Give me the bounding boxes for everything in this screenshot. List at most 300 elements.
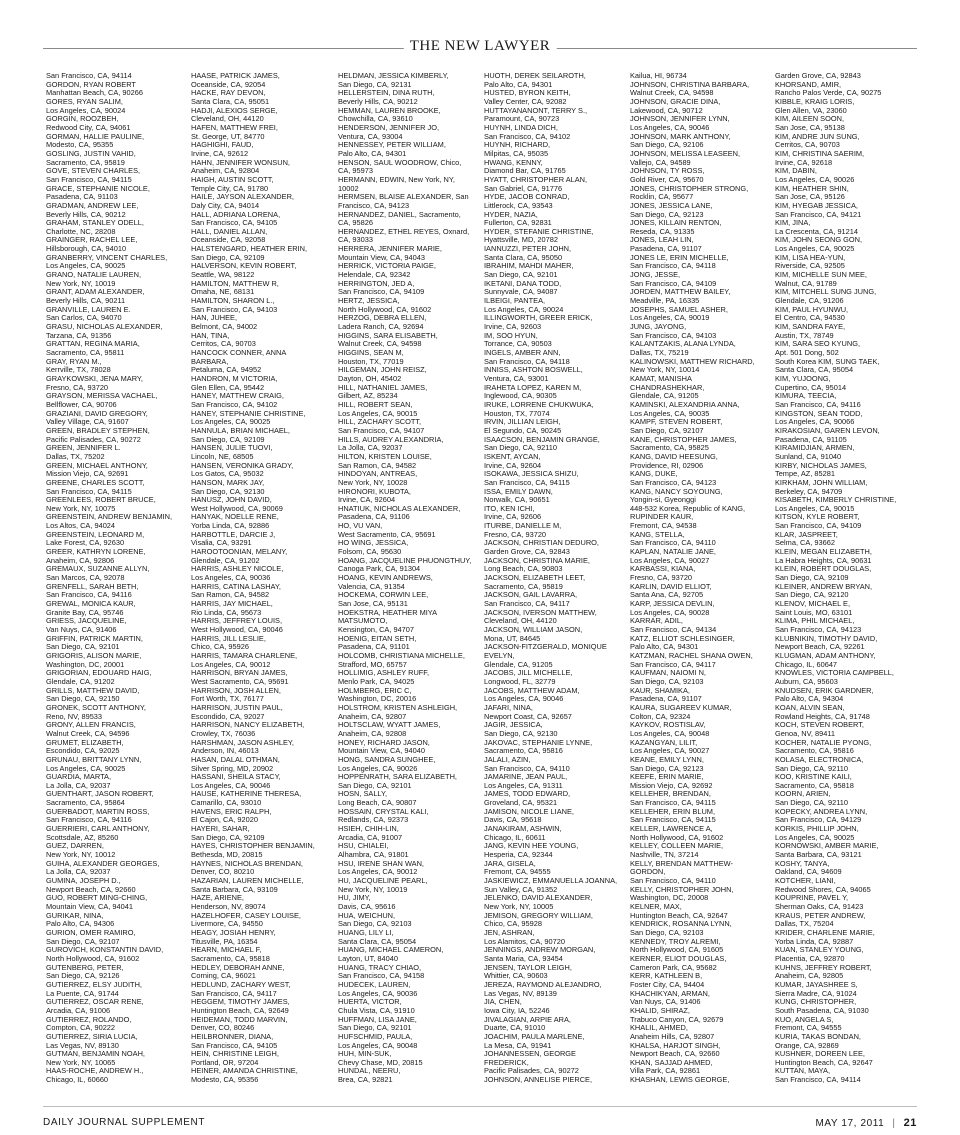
directory-line: San Diego, CA, 92106 (630, 140, 704, 150)
directory-line: Dayton, OH, 45402 (338, 373, 402, 383)
directory-line: KHALID, SHIRAZ, (630, 1005, 690, 1015)
directory-line: KANG, DUKE, (630, 469, 678, 479)
directory-line: Washington, DC, 20008 (630, 893, 709, 903)
directory-line: HOENIG, EITAN SETH, (338, 633, 417, 643)
directory-line: Sunland, CA, 91040 (775, 451, 842, 461)
directory-line: Valley Village, CA, 91607 (46, 417, 129, 427)
directory-line: HUYNH, RICHARD, (484, 140, 551, 150)
directory-line: KAMPF, STEVEN ROBERT, (630, 417, 723, 427)
directory-line: Los Angeles, CA, 90012 (191, 659, 271, 669)
directory-line: HAUSE, KATHERINE THERESA, (191, 789, 302, 799)
directory-line: JOHANNESSEN, GEORGE (484, 1049, 576, 1059)
directory-line: KOAN, ALVIN SEAN, (775, 702, 845, 712)
directory-line: HSU, IRENE SHAN WAN, (338, 858, 424, 868)
directory-line: HSIEH, CHIH-LIN, (338, 824, 399, 834)
directory-line: Santa Barbara, CA, 93109 (191, 884, 278, 894)
directory-line: HAHN, JENNIFER WONSUN, (191, 157, 290, 167)
directory-line: HYDER, NAZIA, (484, 209, 538, 219)
directory-line: Anaheim, CA, 92804 (191, 166, 260, 176)
directory-line: Los Angeles, CA, 90046 (484, 694, 564, 704)
directory-line: Sacramento, CA, 95816 (484, 746, 563, 756)
directory-line: San Francisco, CA, 94105 (191, 218, 278, 228)
directory-line: San Diego, CA, 92107 (46, 936, 120, 946)
directory-line: Dallas, TX, 75202 (46, 451, 105, 461)
directory-line: BARBARA, (191, 356, 229, 366)
directory-line: Fremont, CA, 94538 (630, 521, 697, 531)
directory-line: Canoga Park, CA, 91304 (338, 564, 421, 574)
directory-line: ISAACSON, BENJAMIN GRANGE, (484, 434, 600, 444)
directory-line: KLEIN, ROBERT DOUGLAS, (775, 564, 872, 574)
directory-line: Scottsdale, AZ, 85260 (46, 832, 119, 842)
directory-line: Los Angeles, CA, 90025 (46, 261, 126, 271)
directory-line: HIGGINS, SARA ELISABETH, (338, 330, 438, 340)
directory-line: GUTENBERG, PETER, (46, 962, 124, 972)
directory-line: San Diego, CA, 92150 (46, 694, 120, 704)
directory-line: IM, SOO HYUN, (484, 330, 538, 340)
directory-line: San Francisco, CA, 94107 (338, 425, 425, 435)
directory-line: Anaheim, CA, 92805 (775, 971, 844, 981)
directory-line: GRAZIANI, DAVID GREGORY, (46, 408, 148, 418)
directory-line: Denver, CO, 80210 (191, 867, 255, 877)
directory-line: Duarte, CA, 91010 (484, 1023, 546, 1033)
directory-line: KOCH, STEVEN ROBERT, (775, 720, 864, 730)
directory-line: HOANG, JACQUELINE PHUONGTHUY, (338, 555, 472, 565)
directory-line: Mountain View, CA, 94043 (338, 252, 425, 262)
directory-line: Los Angeles, CA, 90046 (191, 780, 271, 790)
directory-line: HEINER, AMANDA CHRISTINE, (191, 1066, 298, 1076)
directory-line: Los Angeles, CA, 90024 (484, 304, 564, 314)
directory-line: KINGSTON, SEAN TODD, (775, 408, 863, 418)
directory-line: Manhattan Beach, CA, 90266 (46, 88, 143, 98)
directory-line: Huntington Beach, CA, 92647 (775, 1057, 873, 1067)
directory-line: JACKSON, WILLIAM JASON, (484, 625, 583, 634)
directory-line: Pasadena, CA, 91103 (46, 192, 118, 202)
directory-line: HAYERI, SAHAR, (191, 824, 250, 834)
directory-line: IBRAHIM, MAHDI MAHER, (484, 261, 574, 271)
directory-line: Glendale, CA, 91202 (46, 676, 115, 686)
directory-line: HARRISON, JOSH ALLEN, (191, 685, 281, 695)
directory-line: New York, NY, 10005 (484, 902, 554, 911)
directory-line: INGELS, AMBER ANN, (484, 348, 561, 357)
directory-line: HAZELHOFER, CASEY LOUISE, (191, 910, 301, 920)
directory-line: Los Angeles, CA, 90025 (46, 763, 126, 773)
directory-line: IANNUZZI, PETER JOHN, (484, 244, 572, 254)
directory-line: Glendale, CA, 91206 (775, 296, 844, 306)
directory-line: KEEFE, ERIN MARIE, (630, 772, 704, 782)
directory-line: GRANBERRY, VINCENT CHARLES, (46, 252, 168, 262)
directory-line: Los Angeles, CA, 91311 (484, 780, 563, 790)
directory-line: KLUBNIKIN, TIMOTHY DAVID, (775, 633, 878, 643)
directory-line: KARLIN, DAVID ELLIOT, (630, 581, 712, 591)
directory-line: GUMINA, JOSEPH D., (46, 876, 121, 886)
directory-line: San Francisco, CA, 94117 (191, 988, 277, 998)
directory-line: HUERTA, VICTOR, (338, 997, 402, 1007)
directory-line: Daly City, CA, 94014 (191, 200, 260, 210)
directory-line: Francisco, CA, 94123 (338, 200, 410, 210)
directory-line: KANG, STELLA, (630, 529, 685, 539)
directory-line: JONES, JESSICA LANE, (630, 200, 713, 210)
directory-line: Chicago, IL, 60611 (484, 832, 546, 842)
directory-line: San Diego, CA, 92101 (46, 642, 120, 652)
directory-line: GUEZ, DARREN, (46, 841, 104, 851)
directory-line: San Jose, CA, 95138 (775, 122, 845, 132)
directory-line: JARA, GISELA, (484, 858, 536, 868)
directory-line: Rancho Palos Verde, CA, 90275 (775, 88, 882, 98)
directory-line: Alhambra, CA, 91801 (338, 850, 409, 860)
directory-line: GORDON, (630, 867, 666, 877)
directory-line: San Francisco, CA, 94116 (46, 815, 132, 825)
directory-line: JORDEN, MATTHEW BAILEY, (630, 287, 731, 297)
directory-line: HEGGEM, TIMOTHY JAMES, (191, 997, 290, 1007)
directory-line: South Korea KIM, SUNG TAEK, (775, 356, 880, 366)
directory-line: San Francisco, CA, 94115 (630, 815, 716, 825)
directory-line: San Diego, CA, 92131 (338, 79, 412, 89)
directory-line: Los Angeles, CA, 90028 (630, 607, 710, 617)
directory-line: Yorba Linda, CA, 92887 (775, 936, 854, 946)
directory-line: Palo Alto, CA, 94304 (775, 694, 844, 704)
directory-line: HUFSCHMID, PAULA, (338, 1031, 413, 1041)
directory-line: Sherman Oaks, CA, 91423 (775, 902, 864, 911)
directory-line: Lincoln, NE, 68505 (191, 451, 254, 461)
directory-line: HARRIS, JEFFREY LOUIS, (191, 616, 283, 626)
directory-line: San Diego, CA, 92130 (191, 486, 265, 496)
directory-line: JONES LE, ERIN MICHELLE, (630, 252, 729, 262)
directory-line: GUROVICH, KONSTANTIN DAVID, (46, 945, 164, 955)
directory-line: IKETANI, DANA TODD, (484, 278, 562, 288)
directory-line: HALVERSON, KEVIN ROBERT, (191, 261, 297, 271)
directory-line: Groveland, CA, 95321 (484, 798, 558, 808)
directory-line: San Diego, CA, 92109 (191, 832, 265, 842)
directory-line: Gilbert, AZ, 85234 (338, 391, 398, 401)
directory-line: GRONEK, SCOTT ANTHONY, (46, 702, 146, 712)
directory-line: Irvine, CA, 92603 (484, 322, 542, 332)
directory-line: HARRIS, JILL LESLIE, (191, 633, 266, 643)
directory-line: JONES, LEAH LIN, (630, 235, 694, 245)
directory-line: Meadville, PA, 16335 (630, 296, 700, 306)
directory-line: Newport Coast, CA, 92657 (484, 711, 572, 721)
directory-line: KERNER, ELIOT DOUGLAS, (630, 953, 727, 963)
directory-line: Orange, CA, 92869 (775, 1040, 839, 1050)
directory-line: HAYNES, NICHOLAS BRENDAN, (191, 858, 303, 868)
directory-line: San Francisco, CA, 94158 (338, 971, 425, 981)
directory-line: GREENSTEIN, LEONARD M, (46, 529, 145, 539)
directory-line: HYDE, JACOB CONRAD, (484, 192, 570, 202)
directory-column-5 (630, 72, 772, 1102)
directory-line: HAASE, PATRICK JAMES, (191, 72, 280, 80)
directory-line: Berkeley, CA, 94709 (775, 486, 843, 496)
directory-line: Cupertino, CA, 95014 (775, 382, 847, 392)
directory-line: Santa Barbara, CA, 93121 (775, 850, 862, 860)
directory-line: Sacramento, CA, 95818 (191, 953, 270, 963)
directory-line: Whittier, CA, 90603 (484, 971, 548, 981)
directory-line: Pasadena, CA, 91107 (630, 694, 702, 704)
directory-line: GUTIERREZ, OSCAR RENE, (46, 997, 144, 1007)
directory-line: San Carlos, CA, 94070 (46, 313, 122, 323)
directory-line: KHAN, SAJJAD AHMED, (630, 1057, 713, 1067)
directory-line: Rowland Heights, CA, 91748 (775, 711, 870, 721)
directory-line: Los Angeles, CA, 90027 (630, 555, 710, 565)
directory-line: GRIGORIS, ALISON MARIE, (46, 650, 142, 660)
directory-line: Long Beach, CA, 90807 (338, 798, 417, 808)
directory-line: CA, 95973 (338, 166, 373, 176)
directory-line: EVELYN, (484, 650, 515, 660)
directory-line: GORGIN, ROOZBEH, (46, 114, 119, 124)
directory-line: San Francisco, CA, 94115 (630, 798, 716, 808)
directory-line: San Francisco, CA, 94116 (775, 399, 861, 409)
page-footer (43, 1117, 917, 1131)
directory-line: GURIKAR, NINA, (46, 910, 104, 920)
directory-line: KAURA, SUGAREEV KUMAR, (630, 702, 732, 712)
directory-line: HOLTSCLAW, WYATT JAMES, (338, 720, 441, 730)
directory-line: HAN, JUHEE, (191, 313, 237, 323)
directory-line: HARSHMAN, JASON ASHLEY, (191, 737, 294, 747)
directory-line: Chula Vista, CA, 91910 (338, 1005, 415, 1015)
directory-line: Chicago, IL, 60647 (775, 659, 838, 669)
directory-line: KATZ, ELLIOT SCHLESINGER, (630, 633, 735, 643)
directory-line: Folsom, CA, 95630 (338, 547, 402, 557)
directory-line: KARRAR, ADIL, (630, 616, 683, 626)
directory-line: Redwood Shores, CA, 94065 (775, 884, 871, 894)
directory-line: HAMILTON, SHARON L., (191, 296, 275, 306)
directory-line: ILLINGWORTH, GREER ERICK, (484, 313, 593, 323)
directory-line: GREENLEES, ROBERT BRUCE, (46, 495, 156, 505)
directory-line: Escondido, CA, 92027 (191, 711, 265, 721)
directory-line: Omaha, NE, 68131 (191, 287, 255, 297)
directory-line: KARBASSI, KIANA, (630, 564, 696, 574)
directory-line: Fresno, CA, 93720 (630, 573, 693, 583)
directory-line: San Ramon, CA, 94582 (191, 590, 270, 600)
directory-line: HOANG, KEVIN ANDREWS, (338, 573, 433, 583)
directory-line: HILL, NATHANIEL JAMES, (338, 382, 428, 392)
directory-line: ISOKAWA, JESSICA SHIZU, (484, 469, 579, 479)
directory-line: Sacramento, CA, 95811 (46, 348, 125, 357)
directory-line: Los Angeles, CA, 90026 (775, 174, 855, 184)
directory-line: KERR, KATHLEEN B, (630, 971, 703, 981)
directory-column-3 (338, 72, 480, 1102)
directory-line: JOACHIM, PAULA MARLENE, (484, 1031, 585, 1041)
directory-line: KAUR, SHAMIKA, (630, 685, 690, 695)
directory-line: HU, JIMY, (338, 893, 371, 903)
directory-line: KANG, DAVID HEESUNG, (630, 451, 718, 461)
directory-line: Arcadia, CA, 91006 (46, 1005, 111, 1015)
directory-line: GRUNAU, BRITTANY LYNN, (46, 754, 142, 764)
directory-line: Houston, TX, 77074 (484, 408, 550, 418)
directory-line: New York, NY, 10019 (46, 278, 116, 288)
directory-line: Dallas, TX, 75204 (775, 919, 834, 929)
directory-line: KHACHIKYAN, ARMAN, (630, 988, 710, 998)
directory-line: Iowa City, IA, 52246 (484, 1005, 550, 1015)
directory-line: HAZARIAN, LAUREN MICHELLE, (191, 876, 304, 886)
directory-line: KANG, NANCY SOYOUNG, (630, 486, 723, 496)
directory-line: Kensington, CA, 94707 (338, 625, 415, 634)
directory-line: West Sacramento, CA, 95691 (338, 529, 436, 539)
directory-line: FREDERICK, (484, 1057, 529, 1067)
directory-line: Garden Grove, CA, 92843 (484, 547, 570, 557)
directory-line: San Diego, CA, 92101 (484, 270, 558, 280)
directory-line: Cerritos, CA, 90703 (191, 339, 256, 349)
directory-line: Hyattsville, MD, 20782 (484, 235, 558, 245)
directory-line: San Diego, CA, 92110 (775, 798, 848, 808)
directory-line: KIRAMIDJIAN, ARMEN, (775, 443, 855, 453)
directory-line: San Diego, CA, 92130 (484, 728, 558, 738)
directory-line: JAMISON, NICOLE LIANE, (484, 806, 574, 816)
directory-line: KAYKOV, ROSTISLAV, (630, 720, 706, 730)
directory-line: Pacific Palisades, CA, 90272 (46, 434, 141, 444)
directory-line: JAKOVAC, STEPHANIE LYNNE, (484, 737, 593, 747)
directory-line: JACOBS, MATTHEW ADAM, (484, 685, 580, 695)
directory-line: JIA, CHEN, (484, 997, 522, 1007)
directory-line: Chico, CA, 95926 (191, 642, 249, 652)
directory-line: Yongin-si, Gyeonggi (630, 495, 696, 505)
masthead (43, 38, 917, 60)
directory-line: KAMAT, MANISHA (630, 373, 692, 383)
directory-line: HILLS, AUDREY ALEXANDRIA, (338, 434, 444, 444)
directory-line: New York, NY, 10012 (46, 850, 116, 860)
directory-line: KOSHY, TANYA, (775, 858, 830, 868)
directory-line: La Crescenta, CA, 91214 (775, 226, 858, 236)
directory-line: Gold River, CA, 95670 (630, 174, 704, 184)
directory-line: KOUPRINE, PAVEL Y, (775, 893, 849, 903)
directory-line: GORES, RYAN SALIM, (46, 96, 123, 106)
directory-line: JUNG, JAYONG, (630, 322, 687, 332)
directory-line: Santa Clara, CA, 95050 (484, 252, 563, 262)
directory-line: Anaheim, CA, 92806 (46, 555, 115, 565)
directory-line: Oceanside, CA, 92058 (191, 235, 266, 245)
directory-line: KIRBY, NICHOLAS JAMES, (775, 460, 867, 470)
directory-line: JELENKO, DAVID ALEXANDER, (484, 893, 593, 903)
directory-line: North Hollywood, CA, 91602 (46, 953, 140, 963)
directory-line: Hillsborough, CA, 94010 (46, 244, 127, 254)
directory-line: Bethesda, MD, 20815 (191, 850, 263, 860)
directory-line: Los Angeles, CA, 90035 (630, 408, 710, 418)
directory-line: San Diego, CA, 92120 (775, 590, 849, 600)
directory-line: KIM, JOHN SEONG GON, (775, 235, 863, 245)
directory-line: HERZOG, DEBRA ELLEN, (338, 313, 427, 323)
directory-line: HAAS-ROCHE, ANDREW H., (46, 1066, 144, 1076)
directory-line: KIM, DABIN, (775, 166, 817, 176)
directory-line: San Diego, CA, 92109 (775, 573, 849, 583)
directory-line: GREER, KATHRYN LORENE, (46, 547, 146, 557)
directory-line: JEN, ASHRAN, (484, 927, 535, 937)
directory-line: Beverly Hills, CA, 90211 (46, 296, 126, 306)
directory-line: GRIESS, JACQUELINE, (46, 616, 127, 626)
directory-line: San Diego, CA, 92103 (630, 676, 704, 686)
directory-line: 10002 (338, 183, 359, 193)
directory-line: KRIDER, CHARLENE MARIE, (775, 927, 875, 937)
directory-line: Foster City, CA, 94404 (630, 979, 705, 989)
directory-line: Beverly Hills, CA, 90212 (338, 96, 418, 106)
directory-line: Chico, CA, 95928 (484, 919, 542, 929)
directory-line: HYATT, CHRISTOPHER ALAN, (484, 174, 588, 184)
directory-line: HUDECEK, LAUREN, (338, 979, 411, 989)
directory-line: JACKSON, GAIL LAVARRA, (484, 590, 578, 600)
directory-line: New York, NY, 10075 (46, 503, 116, 513)
directory-line: Vallejo, CA, 94589 (630, 157, 691, 167)
directory-line: JACKSON, IVERSON MATTHEW, (484, 607, 597, 617)
directory-line: KLENOV, MICHAEL E, (775, 599, 851, 609)
footer-rule (43, 1106, 917, 1107)
directory-line: HERRINGTON, JED A, (338, 278, 415, 288)
directory-line: GREENSTEIN, ANDREW BENJAMIN, (46, 512, 173, 522)
directory-line: GORDON, RYAN ROBERT (46, 79, 136, 89)
directory-line: Huntington Beach, CA, 92649 (191, 1005, 289, 1015)
directory-line: Visalia, CA, 93291 (191, 538, 252, 548)
directory-line: Yorba Linda, CA, 92886 (191, 521, 270, 531)
directory-line: Washington, DC, 20016 (338, 694, 417, 704)
directory-line: JACKSON, CHRISTINA MARIE, (484, 555, 590, 565)
directory-line: JOHNSON, ANNELISE PIERCE, (484, 1075, 593, 1085)
directory-line: Kailua, HI, 96734 (630, 72, 687, 80)
directory-line: Escondido, CA, 92025 (46, 746, 120, 756)
directory-line: HEDLUND, ZACHARY WEST, (191, 979, 291, 989)
directory-line: Dallas, TX, 75219 (630, 348, 689, 357)
directory-line: Mountain View, CA, 94040 (338, 746, 425, 756)
directory-line: San Francisco, CA, 94115 (484, 477, 570, 487)
directory-line: KIM, HYEGAB JESSICA, (775, 200, 858, 210)
directory-line: Norwalk, CA, 90651 (484, 495, 550, 505)
directory-line: GURION, OMER RAMIRO, (46, 927, 136, 937)
directory-line: HU, JACQUELINE PEARL, (338, 876, 428, 886)
directory-line: HUH, MIN-SUK, (338, 1049, 392, 1059)
directory-line: Anaheim, CA, 92807 (338, 711, 407, 721)
directory-line: HERMANN, EDWIN, New York, NY, (338, 174, 455, 184)
directory-line: Santa Clara, CA, 95054 (775, 365, 854, 375)
directory-line: HANCOCK CONNER, ANNA (191, 348, 287, 357)
directory-line: GUERRIERI, CARL ANTHONY, (46, 824, 150, 834)
directory-line: Charlotte, NC, 28208 (46, 226, 116, 236)
directory-line: HARRISON, BRYAN JAMES, (191, 668, 288, 678)
directory-line: Houston, TX, 77019 (338, 356, 404, 366)
footer-separator: | (892, 1118, 896, 1129)
directory-line: San Francisco, CA, 94102 (191, 399, 278, 409)
directory-line: North Hollywood, CA, 91602 (630, 832, 724, 842)
directory-line: KIM, PAUL HYUNWU, (775, 304, 849, 314)
directory-line: El Segundo, CA, 90245 (484, 425, 562, 435)
directory-line: HARRIS, TAMARA CHARLENE, (191, 650, 298, 660)
directory-line: IRAHETA LOPEZ, KAREN M, (484, 382, 582, 392)
directory-line: HOEKSTRA, HEATHER MIYA (338, 607, 438, 617)
directory-line: HOLMBERG, ERIC C, (338, 685, 412, 695)
directory-line: San Francisco, CA, 94103 (191, 304, 278, 314)
directory-line: Modesto, CA, 95355 (46, 140, 114, 150)
directory-line: Van Nuys, CA, 91406 (630, 997, 701, 1007)
directory-line: Glendale, CA, 91202 (191, 555, 260, 565)
directory-line: Los Angeles, CA, 90048 (630, 728, 710, 738)
directory-line: GRILLS, MATTHEW DAVID, (46, 685, 140, 695)
directory-line: HIRONORI, KUBOTA, (338, 486, 411, 496)
directory-line: GUO, ROBERT MING-CHING, (46, 893, 148, 903)
directory-line: GUTIERREZ, ROLANDO, (46, 1014, 132, 1024)
directory-line: JOHNSON, JENNIFER LYNN, (630, 114, 730, 124)
directory-line: HANEY, STEPHANIE CHRISTINE, (191, 408, 306, 418)
directory-line: HSU, CHIALEI, (338, 841, 389, 851)
directory-line: KELLEHER, ERIN BLUM, (630, 806, 716, 816)
directory-line: HEDLEY, DEBORAH ANNE, (191, 962, 285, 972)
directory-line: GRAYSON, MERISSA VACHAEL, (46, 391, 158, 401)
directory-line: San Francisco, CA, 94110 (630, 538, 716, 548)
directory-line: KHALSA, HARJOT SINGH, (630, 1040, 721, 1050)
directory-line: HASAN, DALAL OTHMAN, (191, 754, 280, 764)
directory-line: Santa Ana, CA, 92705 (630, 590, 704, 600)
directory-line: Cleveland, OH, 44120 (484, 616, 557, 626)
directory-line: KUSHNER, DOREEN LEE, (775, 1049, 865, 1059)
directory-line: Bellflower, CA, 90706 (46, 399, 117, 409)
directory-line: Los Angeles, CA, 90027 (630, 746, 710, 756)
directory-line: HELLERSTEIN, DINA RUTH, (338, 88, 435, 98)
directory-line: KAMINSKI, ALEXANDRIA ANNA, (630, 399, 740, 409)
directory-line: HOPPENRATH, SARA ELIZABETH, (338, 772, 457, 782)
directory-line: KORNOWSKI, AMBER MARIE, (775, 841, 879, 851)
